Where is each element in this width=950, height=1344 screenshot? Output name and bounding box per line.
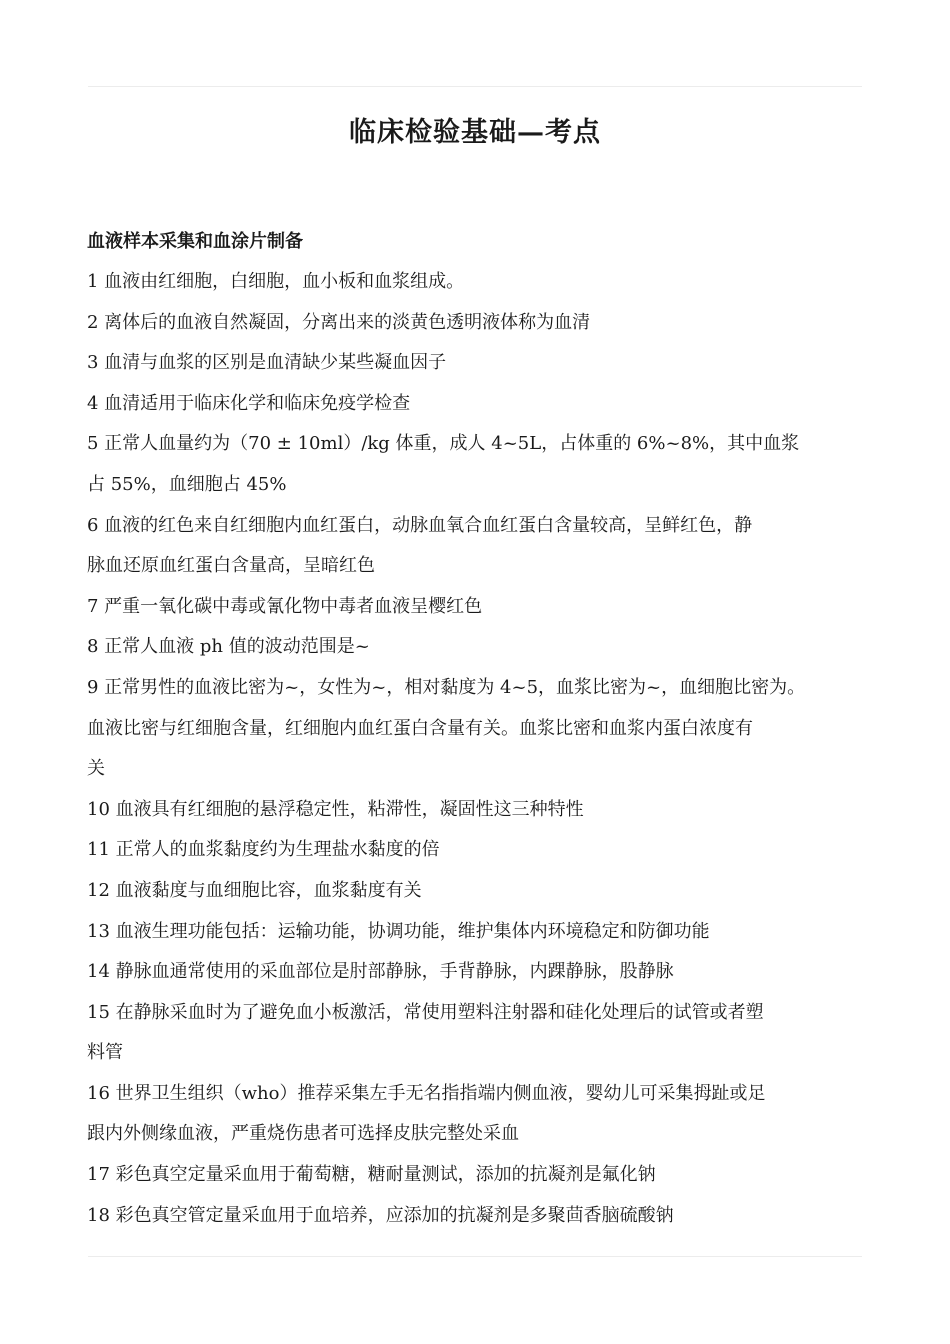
bottom-divider: [88, 1256, 862, 1257]
text-line: 8 正常人血液 ph 值的波动范围是~: [87, 636, 370, 658]
section-heading: 血液样本采集和血涂片制备: [87, 231, 303, 252]
text-line: 占 55%，血细胞占 45%: [87, 473, 287, 495]
text-line: 12 血液黏度与血细胞比容，血浆黏度有关: [87, 879, 422, 901]
text-line: 9 正常男性的血液比密为~，女性为~，相对黏度为 4~5，血浆比密为~，血细胞比密为。: [87, 676, 806, 698]
text-line: 1 血液由红细胞，白细胞，血小板和血浆组成。: [87, 271, 465, 292]
text-line: 6 血液的红色来自红细胞内血红蛋白，动脉血氧合血红蛋白含量较高，呈鲜红色，静: [87, 514, 753, 536]
text-line: 4 血清适用于临床化学和临床免疫学检查: [87, 392, 411, 414]
text-line: 脉血还原血红蛋白含量高，呈暗红色: [87, 555, 375, 577]
text-line: 关: [87, 758, 105, 780]
top-divider: [88, 86, 862, 87]
text-line: 2 离体后的血液自然凝固，分离出来的淡黄色透明液体称为血清: [87, 311, 591, 333]
text-line: 17 彩色真空定量采血用于葡萄糖，糖耐量测试，添加的抗凝剂是氟化钠: [87, 1164, 656, 1186]
text-line: 14 静脉血通常使用的采血部位是肘部静脉，手背静脉，内踝静脉，股静脉: [87, 961, 674, 983]
text-line: 血液比密与红细胞含量，红细胞内血红蛋白含量有关。血浆比密和血浆内蛋白浓度有: [87, 717, 753, 739]
text-line: 跟内外侧缘血液，严重烧伤患者可选择皮肤完整处采血: [87, 1123, 519, 1145]
document-body: [87, 222, 887, 1236]
text-line: 3 血清与血浆的区别是血清缺少某些凝血因子: [87, 352, 447, 374]
text-line: 10 血液具有红细胞的悬浮稳定性，粘滞性，凝固性这三种特性: [87, 798, 584, 820]
text-line: 18 彩色真空管定量采血用于血培养，应添加的抗凝剂是多聚茴香脑硫酸钠: [87, 1204, 674, 1226]
text-line: 料管: [87, 1042, 123, 1064]
text-line: 11 正常人的血浆黏度约为生理盐水黏度的倍: [87, 839, 440, 861]
text-line: 15 在静脉采血时为了避免血小板激活，常使用塑料注射器和硅化处理后的试管或者塑: [87, 1001, 764, 1023]
text-line: 16 世界卫生组织（who）推荐采集左手无名指指端内侧血液，婴幼儿可采集拇趾或足: [87, 1082, 766, 1104]
text-line: 7 严重一氧化碳中毒或氰化物中毒者血液呈樱红色: [87, 595, 483, 617]
text-line: 5 正常人血量约为（70 ± 10ml）/kg 体重，成人 4~5L，占体重的 6%~8%，其中血浆: [87, 433, 800, 455]
page-title: 临床检验基础—考点: [349, 117, 601, 148]
text-line: 13 血液生理功能包括：运输功能，协调功能，维护集体内环境稳定和防御功能: [87, 920, 710, 942]
